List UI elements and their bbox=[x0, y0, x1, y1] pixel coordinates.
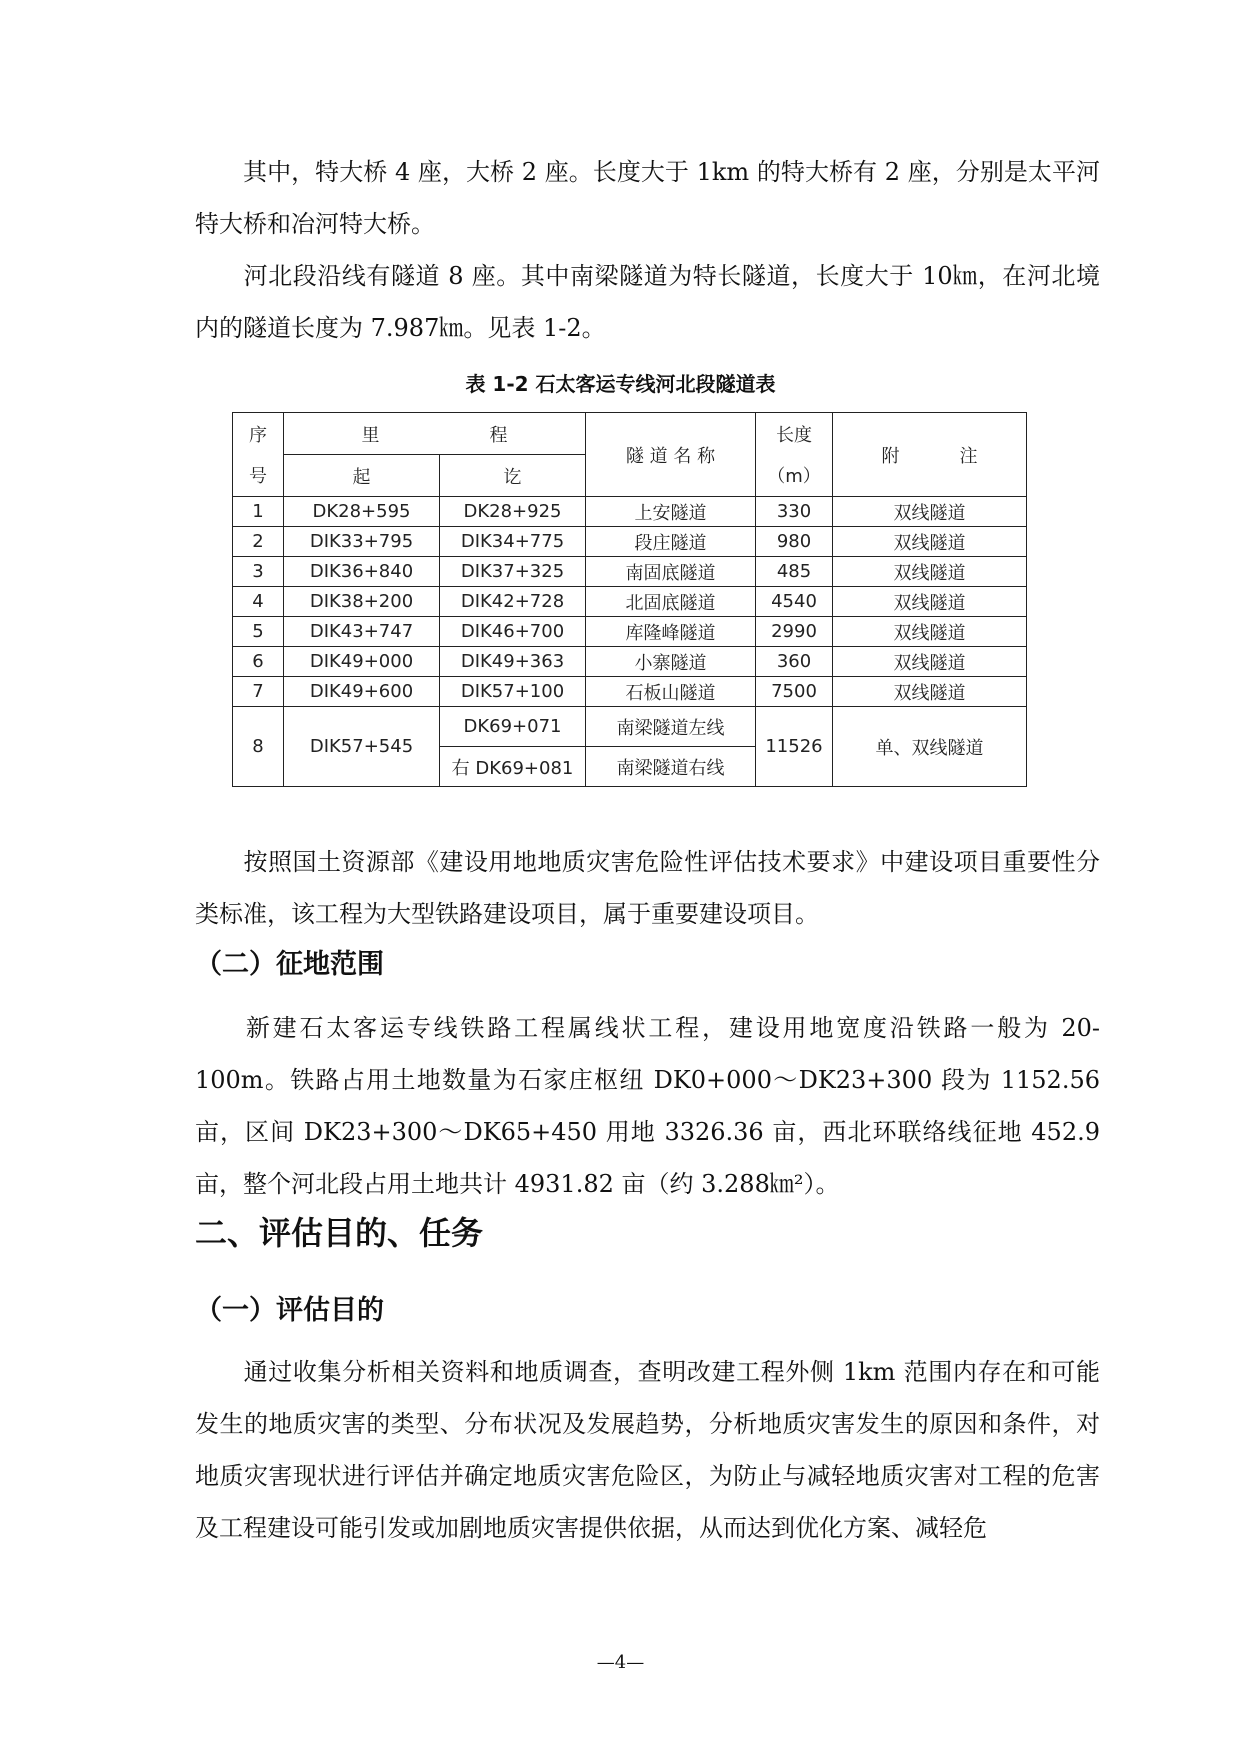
cell-start: DIK43+747 bbox=[284, 617, 440, 647]
cell-name: 库隆峰隧道 bbox=[586, 617, 756, 647]
header-mileage-li: 里 bbox=[361, 424, 380, 446]
table-caption: 表 1-2 石太客运专线河北段隧道表 bbox=[465, 372, 776, 396]
cell-no: 3 bbox=[233, 557, 284, 587]
cell-start: DIK36+840 bbox=[284, 557, 440, 587]
row-8-name-left: 南梁隧道左线 bbox=[586, 707, 756, 747]
header-length-unit: （m） bbox=[756, 455, 833, 497]
cell-no: 7 bbox=[233, 677, 284, 707]
cell-length: 360 bbox=[756, 647, 833, 677]
cell-end: DIK49+363 bbox=[440, 647, 586, 677]
cell-name: 上安隧道 bbox=[586, 497, 756, 527]
cell-no: 1 bbox=[233, 497, 284, 527]
cell-start: DIK49+000 bbox=[284, 647, 440, 677]
table-row bbox=[233, 527, 1027, 557]
header-start: 起 bbox=[284, 455, 440, 497]
cell-note: 双线隧道 bbox=[833, 527, 1027, 557]
paragraph-purpose: 通过收集分析相关资料和地质调查，查明改建工程外侧 1km 范围内存在和可能发生的地质灾害的类型、分布状况及发展趋势，分析地质灾害发生的原因和条件，对地质灾害现状进行评估并确定地质灾害危险区，为防止与减轻地质灾害对工程的危害及工程建设可能引发或加剧地质灾害提供依据，从而达到优化方案、减轻危 bbox=[195, 1358, 1100, 1542]
cell-start: DIK33+795 bbox=[284, 527, 440, 557]
cell-length: 485 bbox=[756, 557, 833, 587]
cell-name: 小寨隧道 bbox=[586, 647, 756, 677]
cell-name: 南固底隧道 bbox=[586, 557, 756, 587]
header-seq-top: 序 bbox=[233, 413, 284, 455]
row-8-name-right: 南梁隧道右线 bbox=[586, 747, 756, 787]
header-note-zhu: 注 bbox=[959, 445, 978, 467]
cell-no: 5 bbox=[233, 617, 284, 647]
table-row bbox=[233, 617, 1027, 647]
table-row bbox=[233, 647, 1027, 677]
cell-name: 石板山隧道 bbox=[586, 677, 756, 707]
cell-end: DIK57+100 bbox=[440, 677, 586, 707]
heading-purpose: （一）评估目的 bbox=[195, 1295, 384, 1326]
cell-end: DIK34+775 bbox=[440, 527, 586, 557]
cell-end: DIK46+700 bbox=[440, 617, 586, 647]
cell-no: 6 bbox=[233, 647, 284, 677]
cell-length: 330 bbox=[756, 497, 833, 527]
cell-end: DIK42+728 bbox=[440, 587, 586, 617]
paragraph-bridges: 其中，特大桥 4 座，大桥 2 座。长度大于 1km 的特大桥有 2 座，分别是太平河特大桥和冶河特大桥。 bbox=[195, 158, 1100, 238]
header-seq-bottom: 号 bbox=[233, 455, 284, 497]
page-number: —4— bbox=[596, 1652, 645, 1673]
cell-start: DK28+595 bbox=[284, 497, 440, 527]
table-row bbox=[233, 557, 1027, 587]
header-tunnel-name: 隧 道 名 称 bbox=[586, 413, 756, 497]
table-row bbox=[233, 587, 1027, 617]
header-note-fu: 附 bbox=[881, 445, 900, 467]
paragraph-classification: 按照国土资源部《建设用地地质灾害危险性评估技术要求》中建设项目重要性分类标准，该工程为大型铁路建设项目，属于重要建设项目。 bbox=[195, 848, 1100, 928]
cell-start: DIK49+600 bbox=[284, 677, 440, 707]
cell-length: 2990 bbox=[756, 617, 833, 647]
paragraph-land: 新建石太客运专线铁路工程属线状工程，建设用地宽度沿铁路一般为 20-100m。铁路占用土地数量为石家庄枢纽 DK0+000～DK23+300 段为 1152.56 亩，区间 DK23+300～DK65+450 用地 3326.36 亩，西北环联络线征地 452.9 亩，整个河北段占用土地共计 4931.82 亩（约 3.288㎞²）。 bbox=[195, 1014, 1100, 1198]
cell-note: 双线隧道 bbox=[833, 677, 1027, 707]
header-end: 讫 bbox=[440, 455, 586, 497]
tunnel-rows bbox=[233, 497, 1027, 707]
table-header-row bbox=[233, 413, 1027, 455]
header-length: 长度 bbox=[756, 413, 833, 455]
header-mileage bbox=[284, 413, 586, 455]
cell-name: 段庄隧道 bbox=[586, 527, 756, 557]
cell-end: DIK37+325 bbox=[440, 557, 586, 587]
row-8-end-left: DK69+071 bbox=[440, 707, 586, 747]
cell-no: 2 bbox=[233, 527, 284, 557]
row-8-no: 8 bbox=[233, 707, 284, 787]
row-8-start: DIK57+545 bbox=[284, 707, 440, 787]
table-row bbox=[233, 497, 1027, 527]
header-mileage-cheng: 程 bbox=[489, 424, 508, 446]
cell-note: 双线隧道 bbox=[833, 647, 1027, 677]
cell-length: 7500 bbox=[756, 677, 833, 707]
table-row bbox=[233, 677, 1027, 707]
cell-note: 双线隧道 bbox=[833, 587, 1027, 617]
heading-land-scope: （二）征地范围 bbox=[195, 949, 384, 980]
cell-length: 4540 bbox=[756, 587, 833, 617]
heading-section-2: 二、评估目的、任务 bbox=[195, 1214, 484, 1252]
header-note bbox=[833, 413, 1027, 497]
row-8-end-right: 右 DK69+081 bbox=[440, 747, 586, 787]
cell-note: 双线隧道 bbox=[833, 557, 1027, 587]
cell-start: DIK38+200 bbox=[284, 587, 440, 617]
cell-note: 双线隧道 bbox=[833, 617, 1027, 647]
cell-end: DK28+925 bbox=[440, 497, 586, 527]
cell-no: 4 bbox=[233, 587, 284, 617]
paragraph-tunnels: 河北段沿线有隧道 8 座。其中南梁隧道为特长隧道，长度大于 10㎞，在河北境内的隧道长度为 7.987㎞。见表 1-2。 bbox=[195, 262, 1100, 342]
table-row-8a bbox=[233, 707, 1027, 747]
cell-name: 北固底隧道 bbox=[586, 587, 756, 617]
row-8-length: 11526 bbox=[756, 707, 833, 787]
row-8-note: 单、双线隧道 bbox=[833, 707, 1027, 787]
cell-note: 双线隧道 bbox=[833, 497, 1027, 527]
tunnel-table bbox=[232, 412, 1027, 787]
cell-length: 980 bbox=[756, 527, 833, 557]
